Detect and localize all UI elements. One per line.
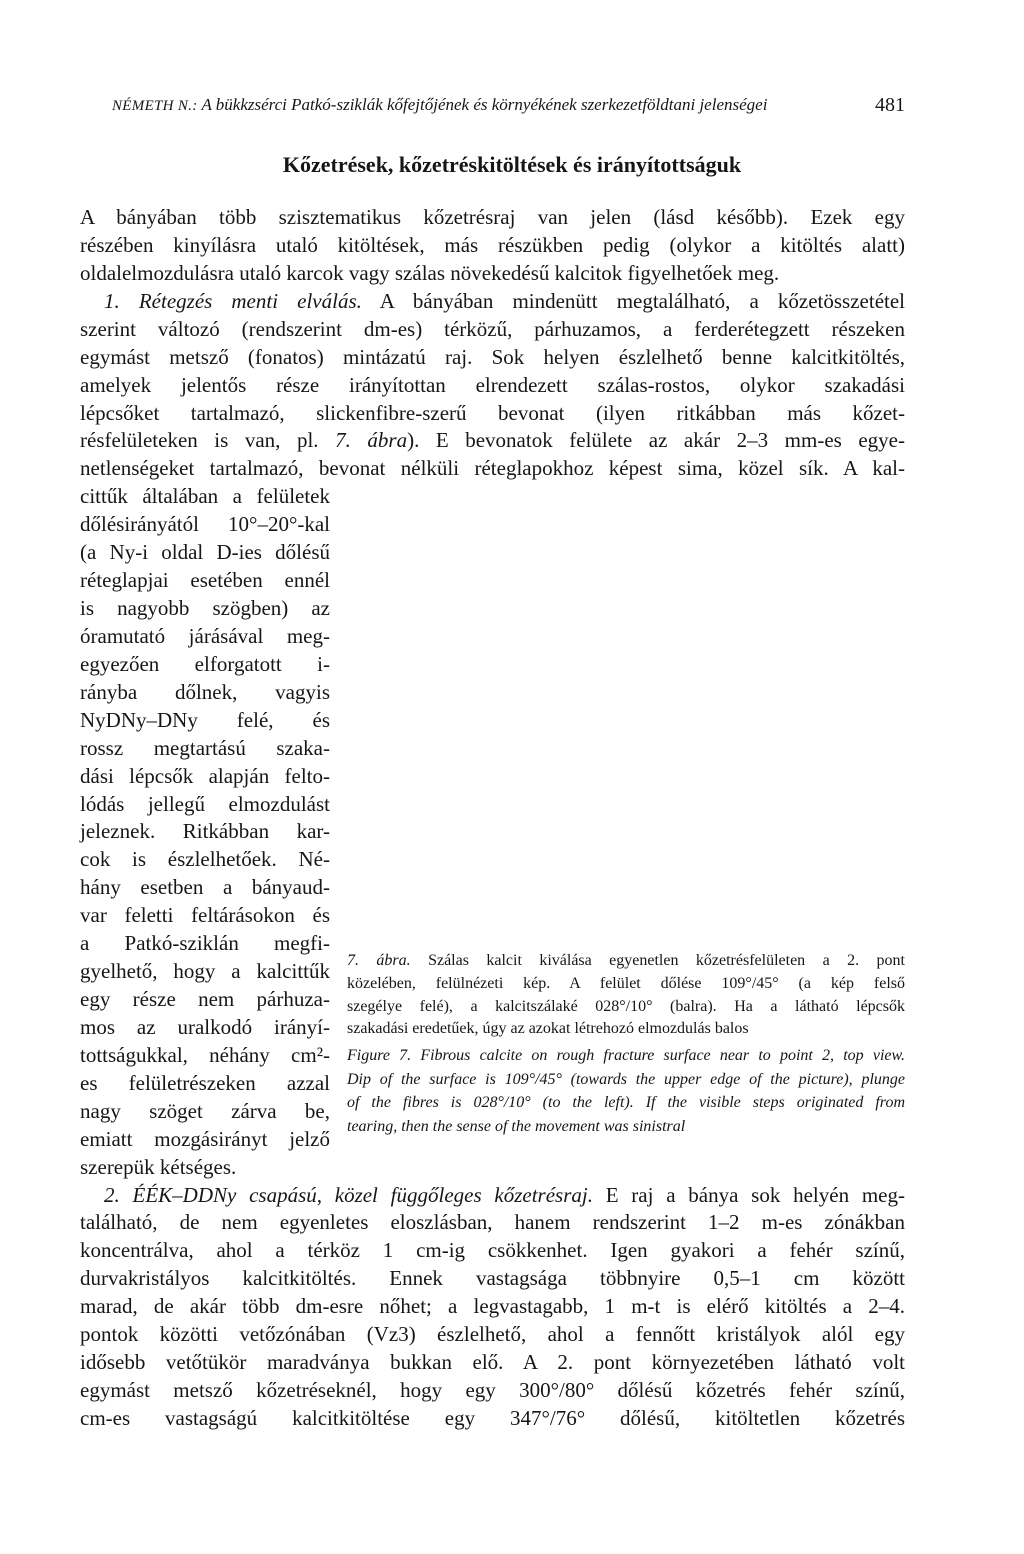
line-text: netlenségeket tartalmazó, bevonat nélküli réteglapokhoz képest sima, közel sík. A kal- — [80, 456, 905, 481]
line-text: szakadási eredetűek, úgy az azokat létrehozó elmozdulás balos — [347, 1020, 749, 1038]
caption-line — [347, 1069, 905, 1091]
body-line — [80, 1320, 905, 1348]
body-line — [80, 1069, 330, 1097]
line-text: szegélye felé), a kalcitszálaké 028°/10° (balra). Ha a látható lépcsők — [347, 997, 905, 1015]
line-text: óramutató járásával meg- — [80, 623, 330, 648]
emphasized-text: 7. ábra — [335, 428, 408, 453]
body-line — [80, 371, 905, 399]
body-line — [80, 1013, 330, 1041]
line-text: is nagyobb szögben) az — [80, 596, 330, 621]
caption-line — [347, 1018, 905, 1040]
body-line — [80, 817, 330, 845]
line-text: résfelületeken is van, pl. — [80, 428, 336, 453]
body-line — [80, 985, 330, 1013]
line-text: egymást metsző kőzetréseknél, hogy egy 300°/80° dőlésű kőzetrés fehér színű, — [80, 1378, 905, 1403]
body-line — [80, 845, 330, 873]
body-line — [80, 510, 330, 538]
body-line — [80, 1292, 905, 1320]
line-text: oldalelmozdulásra utaló karcok vagy szálas növekedésű kalcitok figyelhetőek meg. — [80, 260, 780, 285]
line-text: réteglapjai esetében ennél — [80, 568, 330, 593]
line-text: rossz megtartású szaka- — [80, 735, 330, 760]
body-line — [80, 231, 905, 259]
body-line — [80, 622, 330, 650]
body-line — [80, 734, 330, 762]
body-line — [80, 566, 330, 594]
line-text: található, de nem egyenletes eloszlásban, hanem rendszerint 1–2 m-es zónákban — [80, 1210, 905, 1235]
body-line — [80, 426, 905, 454]
page-number: 481 — [875, 94, 905, 116]
line-text: tearing, then the sense of the movement was sinistral — [347, 1117, 686, 1135]
body-line — [80, 1404, 905, 1432]
body-line — [80, 929, 330, 957]
body-line — [80, 1125, 330, 1153]
caption-line — [347, 1116, 905, 1138]
line-text: szerint változó (rendszerint dm-es) térközű, párhuzamos, a ferderétegzett részeken — [80, 316, 905, 341]
line-text: jeleznek. Ritkábban kar- — [80, 819, 330, 844]
body-line — [80, 1376, 905, 1404]
body-line — [80, 790, 330, 818]
running-header-author: NÉMETH N.: — [112, 98, 198, 114]
running-header-title: A bükkzsérci Patkó-sziklák kőfejtőjének és környékének szerkezetföldtani jelenségei — [201, 95, 768, 114]
section-title: Kőzetrések, kőzetréskitöltések és irányítottságuk — [282, 152, 742, 177]
line-text: NyDNy–DNy felé, és — [80, 707, 330, 732]
line-text: es felületrészeken azzal — [80, 1070, 330, 1095]
line-text: dőlésirányától 10°–20°-kal — [80, 512, 330, 537]
body-line — [80, 650, 330, 678]
line-text: Figure 7. Fibrous calcite on rough fracture surface near to point 2, top view. — [347, 1047, 905, 1064]
line-text: nagy szöget zárva be, — [80, 1098, 330, 1123]
body-line — [80, 1097, 330, 1125]
body-line — [80, 1236, 905, 1264]
body-line — [80, 706, 330, 734]
body-line — [80, 343, 905, 371]
line-text: közelében, felülnézeti kép. A felület dőlése 109°/45° (a kép felső — [347, 974, 905, 992]
line-text: tottságukkal, néhány cm²- — [80, 1042, 330, 1067]
line-text: dási lépcsők alapján felto- — [80, 763, 330, 788]
body-line — [80, 1348, 905, 1376]
caption-line — [347, 973, 905, 995]
body-line — [80, 873, 330, 901]
body-line — [104, 1181, 905, 1209]
line-text: cok is észlelhetőek. Né- — [80, 847, 330, 872]
line-text: Szálas kalcit kiválása egyenetlen kőzetrésfelületen a 2. pont — [410, 952, 905, 969]
body-line — [80, 203, 905, 231]
body-line — [80, 538, 330, 566]
line-text: a Patkó-sziklán megfi- — [80, 931, 330, 956]
body-line — [80, 259, 905, 287]
line-text: hány esetben a bányaud- — [80, 875, 330, 900]
line-text: ). E bevonatok felülete az akár 2–3 mm-es egye- — [407, 428, 905, 453]
body-line — [80, 678, 330, 706]
body-line — [80, 1153, 330, 1181]
body-line — [80, 399, 905, 427]
caption-line — [347, 1045, 905, 1067]
body-line — [80, 454, 905, 482]
line-text: A bányában mindenütt megtalálható, a kőzetösszetétel — [361, 288, 905, 313]
line-text: marad, de akár több dm-esre nőhet; a legvastagabb, 1 m-t is elérő kitöltés a 2–4. — [80, 1294, 905, 1319]
line-text: rányba dőlnek, vagyis — [80, 679, 330, 704]
line-text: lépcsőket tartalmazó, slickenfibre-szerű bevonat (ilyen ritkábban más kőzet- — [80, 400, 905, 425]
line-text: egy része nem párhuza- — [80, 987, 330, 1012]
figure-caption — [347, 950, 905, 1150]
body-line — [80, 1264, 905, 1292]
body-line — [80, 762, 330, 790]
line-text: emiatt mozgásirányt jelző — [80, 1126, 330, 1151]
line-text: cm-es vastagságú kalcitkitöltése egy 347°/76° dőlésű, kitöltetlen kőzetrés — [80, 1405, 905, 1430]
line-text: E raj a bánya sok helyén meg- — [592, 1182, 905, 1207]
line-text: durvakristályos kalcitkitöltés. Ennek vastagsága többnyire 0,5–1 cm között — [80, 1266, 905, 1291]
line-text: pontok közötti vetőzónában (Vz3) észlelhető, ahol a fennőtt kristályok alól egy — [80, 1322, 905, 1347]
caption-line — [347, 950, 905, 972]
caption-line — [347, 996, 905, 1018]
body-line — [80, 901, 330, 929]
line-text: cittűk általában a felületek — [80, 484, 330, 509]
body-line — [104, 287, 905, 315]
emphasized-text: 1. Rétegzés menti elválás. — [104, 288, 362, 313]
line-text: egyezően elforgatott i- — [80, 651, 330, 676]
line-text: koncentrálva, ahol a térköz 1 cm-ig csökkenhet. Igen gyakori a fehér színű, — [80, 1238, 905, 1263]
line-text: A bányában több szisztematikus kőzetrésraj van jelen (lásd később). Ezek egy — [80, 205, 905, 229]
emphasized-text: 7. ábra. — [347, 952, 411, 969]
line-text: Dip of the surface is 109°/45° (towards the upper edge of the picture), plunge — [347, 1070, 905, 1088]
body-line — [80, 957, 330, 985]
line-text: var feletti feltárásokon és — [80, 903, 330, 928]
body-line — [80, 315, 905, 343]
line-text: (a Ny-i oldal D-ies dőlésű — [80, 540, 330, 565]
line-text: részében kinyílásra utaló kitöltések, más részükben pedig (olykor a kitöltés alatt) — [80, 232, 905, 257]
line-text: mos az uralkodó irányí- — [80, 1014, 330, 1039]
line-text: amelyek jelentős része irányítottan elrendezett szálas-rostos, olykor szakadási — [80, 372, 905, 397]
body-line — [80, 594, 330, 622]
line-text: szerepük kétséges. — [80, 1154, 237, 1179]
emphasized-text: 2. ÉÉK–DDNy csapású, közel függőleges kőzetrésraj. — [104, 1182, 593, 1207]
line-text: idősebb vetőtükör maradványa bukkan elő. A 2. pont környezetében látható volt — [80, 1350, 905, 1375]
line-text: lódás jellegű elmozdulást — [80, 791, 330, 816]
body-line — [80, 1041, 330, 1069]
body-line — [80, 1208, 905, 1236]
body-line — [80, 482, 330, 510]
line-text: gyelhető, hogy a kalcittűk — [80, 959, 330, 984]
line-text: egymást metsző (fonatos) mintázatú raj. Sok helyen észlelhető benne kalcitkitöltés, — [80, 344, 905, 369]
line-text: of the fibres is 028°/10° (to the left). If the visible steps originated from — [347, 1094, 905, 1111]
caption-line — [347, 1092, 905, 1114]
